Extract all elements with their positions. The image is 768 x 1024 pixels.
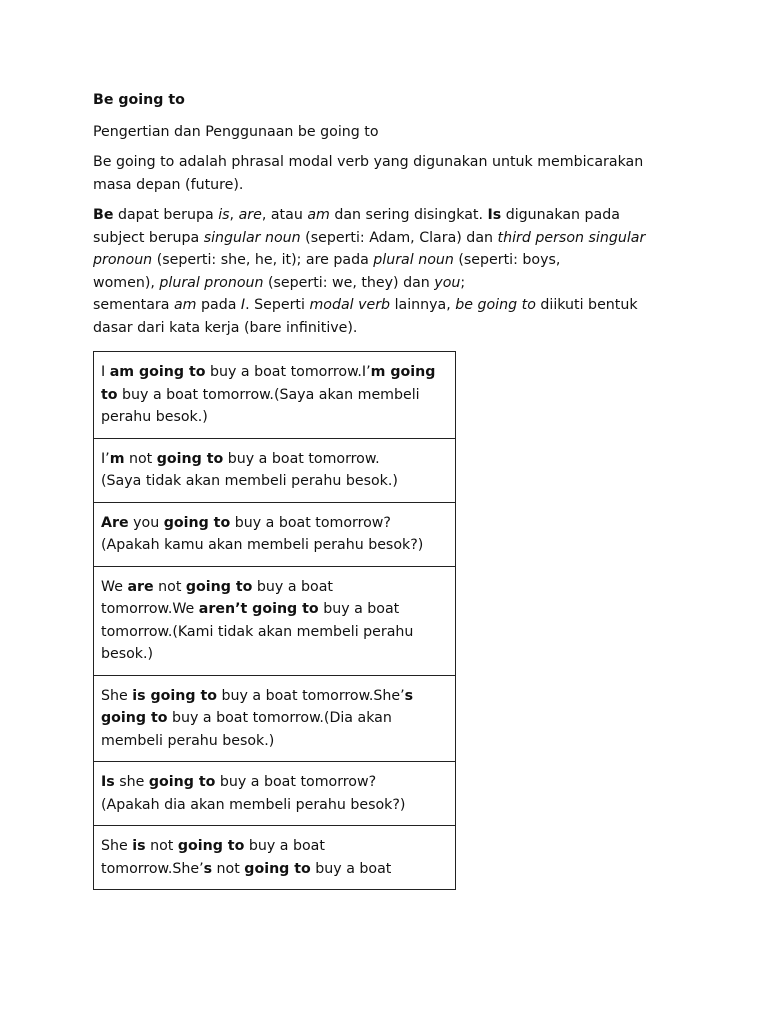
bold-text: Is [101, 774, 115, 790]
intro-paragraph [93, 151, 693, 196]
text-run: buy a boat tomorrow.(Saya akan membeli [117, 386, 420, 403]
bold-text: to [101, 386, 118, 403]
text-run: , [229, 207, 239, 223]
example-row [94, 502, 456, 566]
examples-table-body [94, 352, 456, 890]
text-run: dasar dari kata kerja (bare infinitive). [93, 319, 358, 336]
example-line [101, 685, 448, 708]
italic-text: are [238, 207, 262, 223]
italic-text: modal verb [309, 297, 391, 313]
bold-text: am going to [109, 364, 206, 380]
text-run: , atau [261, 207, 308, 223]
text-run: besok.) [101, 646, 154, 662]
example-row [94, 438, 456, 502]
example-cell [94, 438, 456, 502]
example-line [101, 621, 448, 644]
bold-text: m [109, 450, 125, 467]
bold-text: going to [177, 838, 245, 854]
document-body [93, 89, 693, 347]
intro-line: masa depan (future). [93, 176, 244, 193]
text-run: you [128, 514, 164, 531]
text-run: buy a boat tomorrow.I’ [205, 364, 371, 380]
be-forms-paragraph [93, 204, 693, 339]
document-title: Be going to [93, 92, 185, 108]
example-cell [94, 502, 456, 566]
text-run: (seperti: we, they) dan [263, 274, 435, 291]
text-run: digunakan pada [501, 207, 620, 223]
example-line [101, 406, 448, 429]
text-run: buy a boat tomorrow.(Dia akan [167, 710, 392, 726]
text-run: (Apakah dia akan membeli perahu besok?) [101, 796, 406, 813]
text-run: . Seperti [245, 297, 310, 313]
italic-text: be going to [455, 297, 536, 313]
text-run: not [124, 450, 157, 467]
be-paragraph-line [93, 249, 693, 272]
text-run: buy a boat [244, 838, 325, 854]
text-run: (seperti: boys, [453, 252, 561, 268]
example-line [101, 794, 448, 817]
italic-text: you [434, 274, 461, 291]
bold-text: going to [163, 514, 231, 531]
bold-text: Are [101, 514, 129, 531]
bold-text: is going to [132, 687, 217, 704]
text-run: pada [196, 297, 241, 313]
text-run: buy a boat [252, 578, 333, 595]
be-paragraph-line [93, 294, 693, 317]
be-paragraph-line [93, 272, 693, 295]
bold-text: s [203, 860, 213, 877]
example-line [101, 598, 448, 621]
bold-text: going to [148, 774, 216, 790]
text-run: She [101, 687, 133, 704]
example-line [101, 707, 448, 730]
text-run: buy a boat tomorrow. [223, 450, 380, 467]
section-subtitle: Pengertian dan Penggunaan be going to [93, 123, 379, 140]
text-run: tomorrow.(Kami tidak akan membeli perahu [101, 623, 414, 640]
italic-text: plural pronoun [159, 274, 264, 291]
italic-text: singular noun [203, 229, 301, 246]
text-run: dapat berupa [113, 207, 219, 223]
bold-text: going to [156, 450, 224, 467]
bold-text: are [127, 578, 154, 595]
intro-line: Be going to adalah phrasal modal verb yang digunakan untuk membicarakan [93, 154, 644, 170]
text-run: not [145, 838, 178, 854]
text-run: buy a boat tomorrow? [230, 514, 391, 531]
example-row [94, 826, 456, 890]
examples-table [93, 351, 456, 890]
be-paragraph-line [93, 204, 693, 227]
bold-text: going to [185, 578, 253, 595]
text-run: buy a boat [318, 601, 400, 617]
text-run: buy a boat [310, 860, 392, 877]
text-run: not [153, 578, 186, 595]
text-run: subject berupa [93, 229, 204, 246]
example-line [101, 835, 448, 858]
be-paragraph-line [93, 317, 693, 340]
example-line [101, 858, 448, 881]
example-line [101, 643, 448, 666]
italic-text: is [218, 207, 230, 223]
text-run: We [101, 578, 128, 595]
bold-text: going to [101, 710, 168, 726]
example-cell [94, 762, 456, 826]
example-row [94, 566, 456, 675]
bold-text: m going [370, 364, 436, 380]
example-line [101, 361, 448, 384]
text-run: perahu besok.) [101, 409, 208, 425]
example-line [101, 384, 448, 407]
text-run: lainnya, [390, 297, 456, 313]
bold-text: aren’t going to [198, 601, 319, 617]
text-run: sementara [93, 297, 174, 313]
example-line [101, 448, 448, 471]
text-run: (Saya tidak akan membeli perahu besok.) [101, 473, 398, 489]
example-line [101, 470, 448, 493]
example-cell [94, 675, 456, 762]
italic-text: pronoun [93, 252, 153, 268]
bold-text: is [132, 838, 146, 854]
text-run: diikuti bentuk [535, 297, 638, 313]
example-line [101, 730, 448, 753]
example-row [94, 352, 456, 439]
example-cell [94, 826, 456, 890]
text-run: (seperti: Adam, Clara) dan [300, 229, 498, 246]
text-run: buy a boat tomorrow? [215, 774, 377, 790]
italic-text: plural noun [373, 252, 454, 268]
italic-text: third person singular [497, 229, 646, 246]
italic-text: am [173, 297, 197, 313]
example-line [101, 534, 448, 557]
text-run: She [101, 838, 133, 854]
example-line [101, 512, 448, 535]
text-run: tomorrow.She’ [101, 860, 204, 877]
italic-text: I [240, 297, 246, 313]
bold-text: s [404, 687, 414, 704]
text-run: (Apakah kamu akan membeli perahu besok?) [101, 537, 424, 553]
example-line [101, 771, 448, 794]
bold-text: Is [487, 207, 502, 223]
be-paragraph-line [93, 227, 693, 250]
text-run: (seperti: she, he, it); are pada [152, 252, 374, 268]
example-cell [94, 352, 456, 439]
bold-text: going to [244, 860, 311, 877]
italic-text: am [307, 207, 330, 223]
text-run: ; [460, 274, 466, 291]
example-row [94, 762, 456, 826]
text-run: membeli perahu besok.) [101, 732, 275, 749]
text-run: I’ [101, 450, 110, 467]
example-line [101, 576, 448, 599]
text-run: dan sering disingkat. [329, 207, 488, 223]
text-run: she [114, 774, 149, 790]
text-run: I [101, 364, 110, 380]
text-run: women), [93, 274, 160, 291]
example-cell [94, 566, 456, 675]
example-row [94, 675, 456, 762]
bold-text: Be [93, 207, 114, 223]
text-run: not [212, 860, 245, 877]
text-run: buy a boat tomorrow.She’ [217, 687, 405, 704]
text-run: tomorrow.We [101, 601, 199, 617]
